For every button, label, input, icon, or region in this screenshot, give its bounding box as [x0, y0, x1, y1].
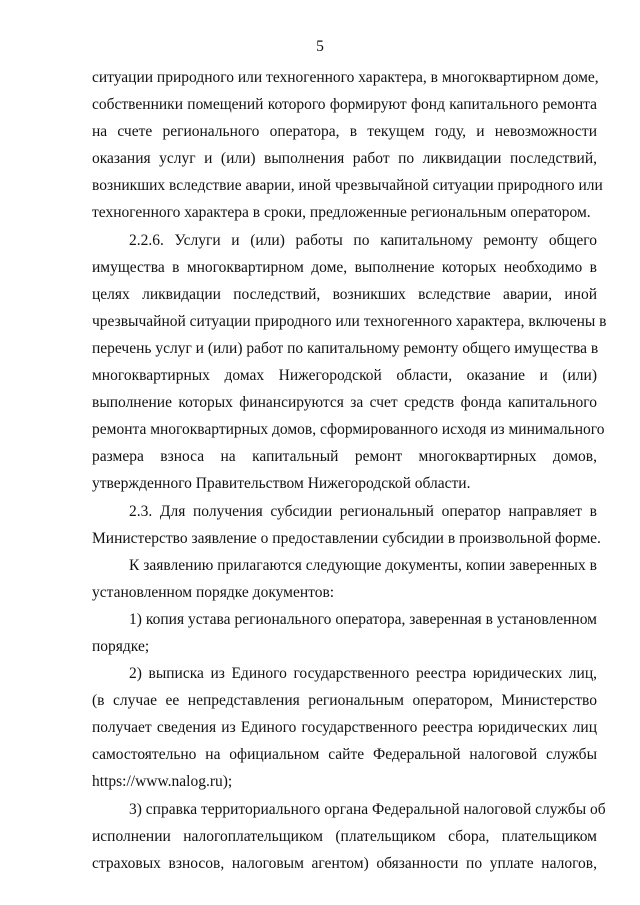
text-line: https://www.nalog.ru);: [92, 773, 233, 791]
text-line: 2.2.6. Услуги и (или) работы по капитальному ремонту общего: [129, 231, 597, 249]
text-line: размера взноса на капитальный ремонт многоквартирных домов,: [92, 448, 597, 466]
text-line: исполнении налогоплательщиком (плательщиком сбора, плательщиком: [92, 827, 597, 845]
text-line: страховых взносов, налоговым агентом) обязанности по уплате налогов,: [92, 854, 597, 872]
document-body: [92, 64, 607, 877]
paragraph: [92, 227, 607, 498]
text-line: 2) выписка из Единого государственного реестра юридических лиц,: [129, 665, 597, 683]
page-number: 5: [316, 38, 324, 55]
text-line: на счете регионального оператора, в текущем году, и невозможности: [92, 123, 597, 141]
paragraph: [92, 796, 606, 877]
text-line: оказания услуг и (или) выполнения работ по ликвидации последствий,: [92, 150, 597, 168]
text-line: утвержденного Правительством Нижегородской области.: [92, 475, 471, 493]
text-line: ремонта многоквартирных домов, сформированного исходя из минимального: [92, 421, 605, 439]
text-line: Министерство заявление о предоставлении субсидии в произвольной форме.: [92, 529, 601, 547]
paragraph: [92, 660, 597, 795]
text-line: собственники помещений которого формируют фонд капитального ремонта: [92, 96, 597, 114]
text-line: имущества в многоквартирном доме, выполнение которых необходимо в: [92, 258, 597, 276]
paragraph: [92, 498, 601, 552]
text-line: выполнение которых финансируются за счет средств фонда капитального: [92, 394, 597, 412]
text-line: 3) справка территориального органа Федеральной налоговой службы об: [129, 800, 606, 818]
text-line: перечень услуг и (или) работ по капитальному ремонту общего имущества в: [92, 339, 599, 357]
text-line: К заявлению прилагаются следующие документы, копии заверенных в: [129, 556, 597, 574]
text-line: многоквартирных домах Нижегородской области, оказание и (или): [92, 367, 597, 385]
text-line: техногенного характера в сроки, предложенные региональным оператором.: [92, 204, 591, 222]
text-line: чрезвычайной ситуации природного или техногенного характера, включены в: [92, 312, 607, 330]
text-line: самостоятельно на официальном сайте Федеральной налоговой службы: [92, 746, 597, 764]
paragraph: [92, 552, 597, 606]
text-line: целях ликвидации последствий, возникших вследствие аварии, иной: [92, 285, 597, 303]
text-line: установленном порядке документов:: [92, 583, 335, 601]
text-line: ситуации природного или техногенного характера, в многоквартирном доме,: [92, 69, 599, 86]
text-line: порядке;: [92, 637, 150, 655]
text-line: 2.3. Для получения субсидии региональный оператор направляет в: [129, 502, 597, 520]
text-line: получает сведения из Единого государственного реестра юридических лиц: [92, 719, 597, 737]
paragraph: [92, 64, 603, 227]
text-line: возникших вследствие аварии, иной чрезвычайной ситуации природного или: [92, 177, 603, 195]
paragraph: [92, 606, 597, 660]
text-line: (в случае ее непредставления региональным оператором, Министерство: [92, 692, 597, 710]
text-line: 1) копия устава регионального оператора, заверенная в установленном: [129, 610, 597, 628]
